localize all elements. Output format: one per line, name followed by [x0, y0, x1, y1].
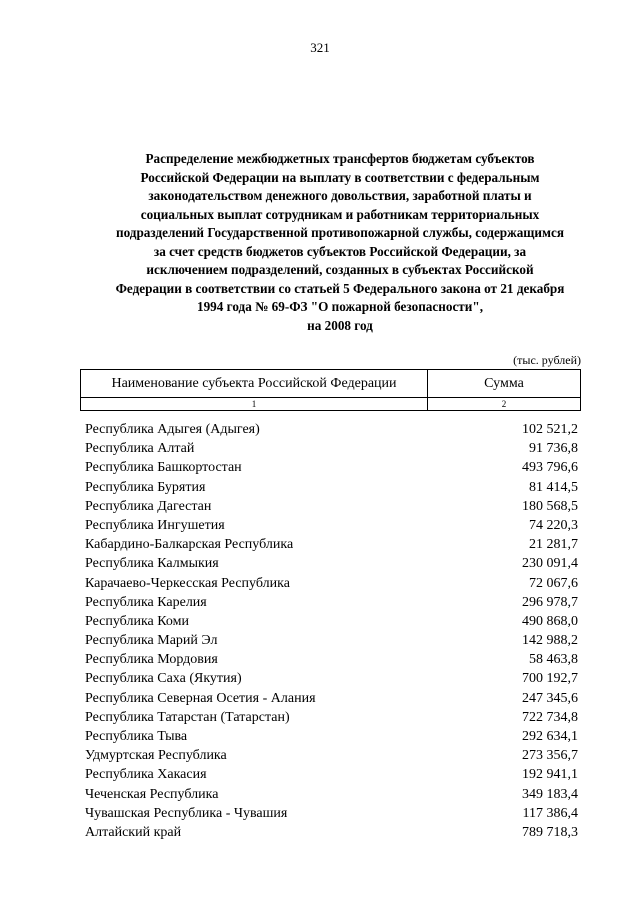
region-sum: 493 796,6	[522, 460, 578, 476]
region-name: Чеченская Республика	[85, 786, 219, 802]
region-name: Республика Алтай	[85, 441, 195, 457]
table-row	[0, 535, 640, 554]
page-number: 321	[310, 40, 330, 55]
region-name: Республика Северная Осетия - Алания	[85, 690, 316, 706]
region-sum: 490 868,0	[522, 613, 578, 629]
region-sum: 142 988,2	[522, 633, 578, 649]
title-line: исключением подразделений, созданных в субъектах Российской	[146, 262, 534, 277]
region-name: Алтайский край	[85, 824, 182, 840]
region-name: Республика Татарстан (Татарстан)	[85, 709, 290, 725]
region-sum: 72 067,6	[529, 575, 578, 591]
region-sum: 349 183,4	[522, 786, 578, 802]
region-sum: 91 736,8	[529, 441, 578, 457]
title-line: Федерации в соответствии со статьей 5 Федерального закона от 21 декабря	[115, 280, 565, 296]
region-sum: 81 414,5	[529, 479, 578, 495]
title-line: подразделений Государственной противопожарной службы, содержащимся	[115, 225, 565, 240]
region-sum: 230 091,4	[522, 556, 578, 572]
table-body	[0, 420, 640, 842]
title-line: за счет средств бюджетов субъектов Российской Федерации, за	[153, 243, 527, 259]
region-sum: 247 345,6	[522, 690, 578, 706]
title-line: 1994 года № 69-ФЗ "О пожарной безопасности",	[196, 299, 483, 314]
title-line: Распределение межбюджетных трансфертов бюджетам субъектов	[145, 151, 535, 166]
region-sum: 180 568,5	[522, 498, 578, 514]
table-row	[0, 439, 640, 458]
region-sum: 273 356,7	[522, 748, 578, 764]
region-name: Республика Дагестан	[85, 498, 212, 514]
table-row	[0, 785, 640, 804]
region-name: Чувашская Республика - Чувашия	[85, 805, 288, 821]
title-line: Российской Федерации на выплату в соответствии с федеральным	[140, 169, 540, 185]
title-line: на 2008 год	[307, 317, 373, 333]
header-row	[81, 370, 581, 398]
document-title	[80, 150, 600, 335]
table-row	[0, 708, 640, 727]
region-name: Республика Карелия	[85, 594, 207, 610]
table-row	[0, 458, 640, 477]
region-name: Республика Марий Эл	[85, 633, 218, 649]
region-sum: 292 634,1	[522, 729, 578, 744]
table-row	[0, 804, 640, 823]
title-line: социальных выплат сотрудникам и работникам территориальных	[140, 206, 540, 222]
region-name: Республика Калмыкия	[85, 556, 219, 572]
region-name: Республика Хакасия	[85, 767, 207, 783]
table-row	[0, 497, 640, 516]
region-sum: 74 220,3	[529, 517, 578, 533]
table-row	[0, 478, 640, 497]
table-row	[0, 420, 640, 439]
region-name: Республика Коми	[85, 613, 189, 629]
region-name: Республика Бурятия	[85, 479, 206, 495]
table-row	[0, 554, 640, 573]
region-sum: 117 386,4	[522, 805, 578, 821]
table-row	[0, 765, 640, 784]
table-row	[0, 631, 640, 650]
units-label: (тыс. рублей)	[513, 353, 581, 367]
table-row	[0, 746, 640, 765]
table-header	[80, 369, 581, 411]
column-number-row	[81, 398, 581, 411]
table-row	[0, 650, 640, 669]
table-row	[0, 612, 640, 631]
table-row	[0, 516, 640, 535]
table-row	[0, 593, 640, 612]
column-number-name: 1	[81, 398, 428, 411]
table-row	[0, 669, 640, 688]
region-name: Кабардино-Балкарская Республика	[85, 537, 294, 553]
region-name: Республика Ингушетия	[85, 517, 225, 533]
region-name: Республика Мордовия	[85, 652, 218, 668]
region-name: Удмуртская Республика	[85, 748, 227, 764]
region-name: Республика Башкортостан	[85, 460, 242, 476]
region-sum: 102 521,2	[522, 422, 578, 437]
region-name: Республика Адыгея (Адыгея)	[85, 422, 260, 437]
region-sum: 789 718,3	[522, 824, 578, 840]
region-sum: 700 192,7	[522, 671, 578, 687]
column-header-name: Наименование субъекта Российской Федерации	[81, 370, 428, 398]
region-sum: 192 941,1	[522, 767, 578, 783]
region-sum: 58 463,8	[529, 652, 578, 668]
table-row	[0, 574, 640, 593]
region-name: Республика Саха (Якутия)	[85, 671, 242, 687]
region-sum: 722 734,8	[522, 709, 578, 725]
table-row	[0, 727, 640, 746]
region-sum: 21 281,7	[529, 537, 578, 553]
region-name: Карачаево-Черкесская Республика	[85, 575, 290, 591]
table-row	[0, 823, 640, 842]
column-number-sum: 2	[428, 398, 581, 411]
title-line: законодательством денежного довольствия, заработной платы и	[148, 188, 532, 203]
region-name: Республика Тыва	[85, 729, 188, 744]
region-sum: 296 978,7	[522, 594, 578, 610]
table-row	[0, 689, 640, 708]
column-header-sum: Сумма	[428, 370, 581, 398]
